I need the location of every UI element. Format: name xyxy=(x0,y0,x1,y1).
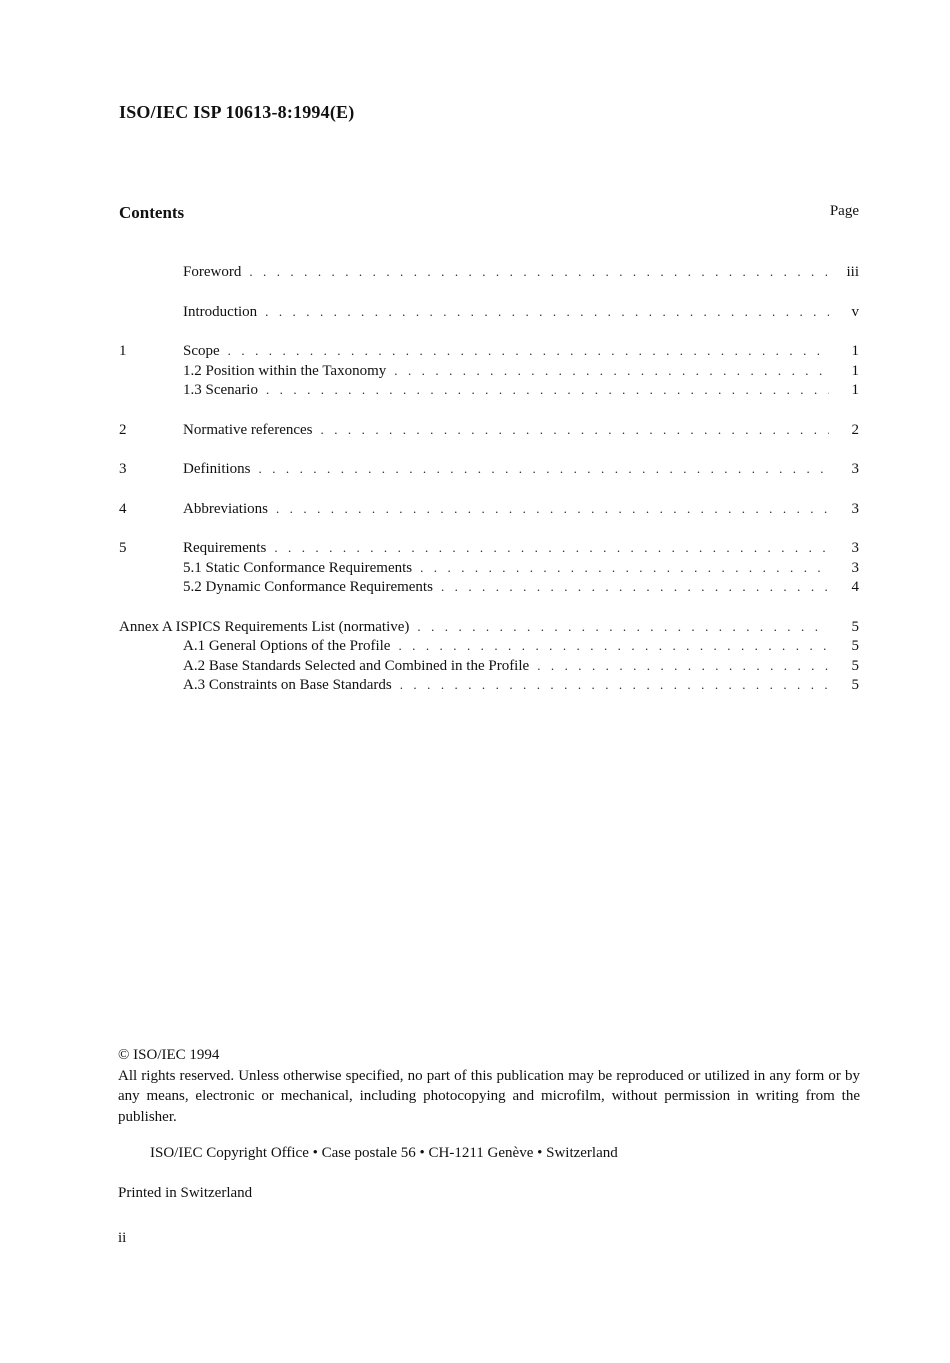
printed-in: Printed in Switzerland xyxy=(118,1185,253,1201)
toc-entry[interactable] xyxy=(119,380,859,400)
toc-entry-number: 2 xyxy=(119,421,127,438)
page-column-label: Page xyxy=(829,203,859,219)
toc-entry[interactable] xyxy=(119,341,859,361)
toc-entry-title: A.3 Constraints on Base Standards xyxy=(183,677,392,693)
toc-entry-page: 3 xyxy=(851,559,859,576)
toc-entry[interactable] xyxy=(119,656,859,676)
toc-entry-page: 3 xyxy=(851,540,859,556)
toc-entry-title: Normative references xyxy=(183,421,313,438)
toc-leader-dots xyxy=(400,675,829,695)
toc-entry[interactable] xyxy=(119,262,859,282)
toc-entry[interactable] xyxy=(119,538,859,558)
toc-leader-dots xyxy=(537,656,829,676)
toc-entry-page: 3 xyxy=(851,461,859,477)
toc-leader-dots xyxy=(274,538,829,558)
toc-entry[interactable] xyxy=(119,636,859,656)
toc-entry-page: 3 xyxy=(851,500,859,517)
toc-leader-dots xyxy=(394,361,829,381)
toc-entry[interactable] xyxy=(119,420,859,440)
page-number: ii xyxy=(118,1230,127,1246)
toc-entry-page: 1 xyxy=(851,343,859,359)
toc-entry-title: Abbreviations xyxy=(183,500,268,517)
copyright-office: ISO/IEC Copyright Office • Case postale 56 • CH-1211 Genève • Switzerland xyxy=(150,1145,618,1161)
toc-entry-title: Definitions xyxy=(183,461,251,477)
contents-heading: Contents xyxy=(119,203,185,222)
toc-entry[interactable] xyxy=(119,499,859,519)
toc-leader-dots xyxy=(249,262,829,282)
copyright-body: All rights reserved. Unless otherwise specified, no part of this publication may be reproduced or utilized in any form or by any means, electronic or mechanical, including photocopying and microfilm, without permission in writing from the publisher. xyxy=(118,1067,860,1125)
toc-entry[interactable] xyxy=(119,302,859,322)
toc-entry-title: 5.2 Dynamic Conformance Requirements xyxy=(183,579,433,595)
toc-leader-dots xyxy=(228,341,829,361)
toc-entry-page: 5 xyxy=(851,638,859,654)
toc-entry-number: 5 xyxy=(119,540,127,556)
toc-entry-page: 1 xyxy=(851,382,859,398)
toc-leader-dots xyxy=(259,459,830,479)
toc-entry-title: 1.3 Scenario xyxy=(183,382,258,398)
toc-leader-dots xyxy=(265,302,829,322)
toc-entry-page: v xyxy=(851,303,859,320)
toc-entry-number: 4 xyxy=(119,500,127,517)
toc-entry-page: 1 xyxy=(851,362,859,379)
toc-entry-title: Foreword xyxy=(183,264,242,280)
copyright-line: © ISO/IEC 1994 xyxy=(118,1047,220,1063)
toc-leader-dots xyxy=(441,577,829,597)
toc-entry-page: 2 xyxy=(851,421,859,438)
toc-entry-title: 1.2 Position within the Taxonomy xyxy=(183,362,387,379)
toc-leader-dots xyxy=(266,380,829,400)
toc-entry-title: Annex A ISPICS Requirements List (normative) xyxy=(119,618,410,635)
toc-entry[interactable] xyxy=(119,675,859,695)
toc-entry[interactable] xyxy=(119,617,859,637)
toc-leader-dots xyxy=(398,636,829,656)
toc-entry-title: Requirements xyxy=(183,540,267,556)
toc-entry-page: 5 xyxy=(851,657,859,674)
toc-entry-number: 1 xyxy=(119,343,127,359)
toc-entry[interactable] xyxy=(119,361,859,381)
toc-entry[interactable] xyxy=(119,577,859,597)
toc-leader-dots xyxy=(321,420,829,440)
toc-entry-page: 5 xyxy=(851,618,859,635)
toc-entry-page: 5 xyxy=(851,677,859,693)
toc-entry[interactable] xyxy=(119,558,859,578)
toc-entry-title: Scope xyxy=(183,343,220,359)
toc-entry-title: A.1 General Options of the Profile xyxy=(183,638,391,654)
toc-leader-dots xyxy=(420,558,829,578)
table-of-contents xyxy=(119,262,859,695)
toc-leader-dots xyxy=(417,617,829,637)
toc-entry-page: 4 xyxy=(851,579,859,595)
toc-entry-title: A.2 Base Standards Selected and Combined in the Profile xyxy=(183,657,530,674)
toc-entry-page: iii xyxy=(846,264,859,280)
copyright-notice xyxy=(118,1045,860,1127)
toc-leader-dots xyxy=(276,499,829,519)
toc-entry[interactable] xyxy=(119,459,859,479)
toc-entry-title: 5.1 Static Conformance Requirements xyxy=(183,559,413,576)
toc-entry-number: 3 xyxy=(119,461,127,477)
document-id: ISO/IEC ISP 10613-8:1994(E) xyxy=(119,102,355,122)
toc-entry-title: Introduction xyxy=(183,303,258,320)
